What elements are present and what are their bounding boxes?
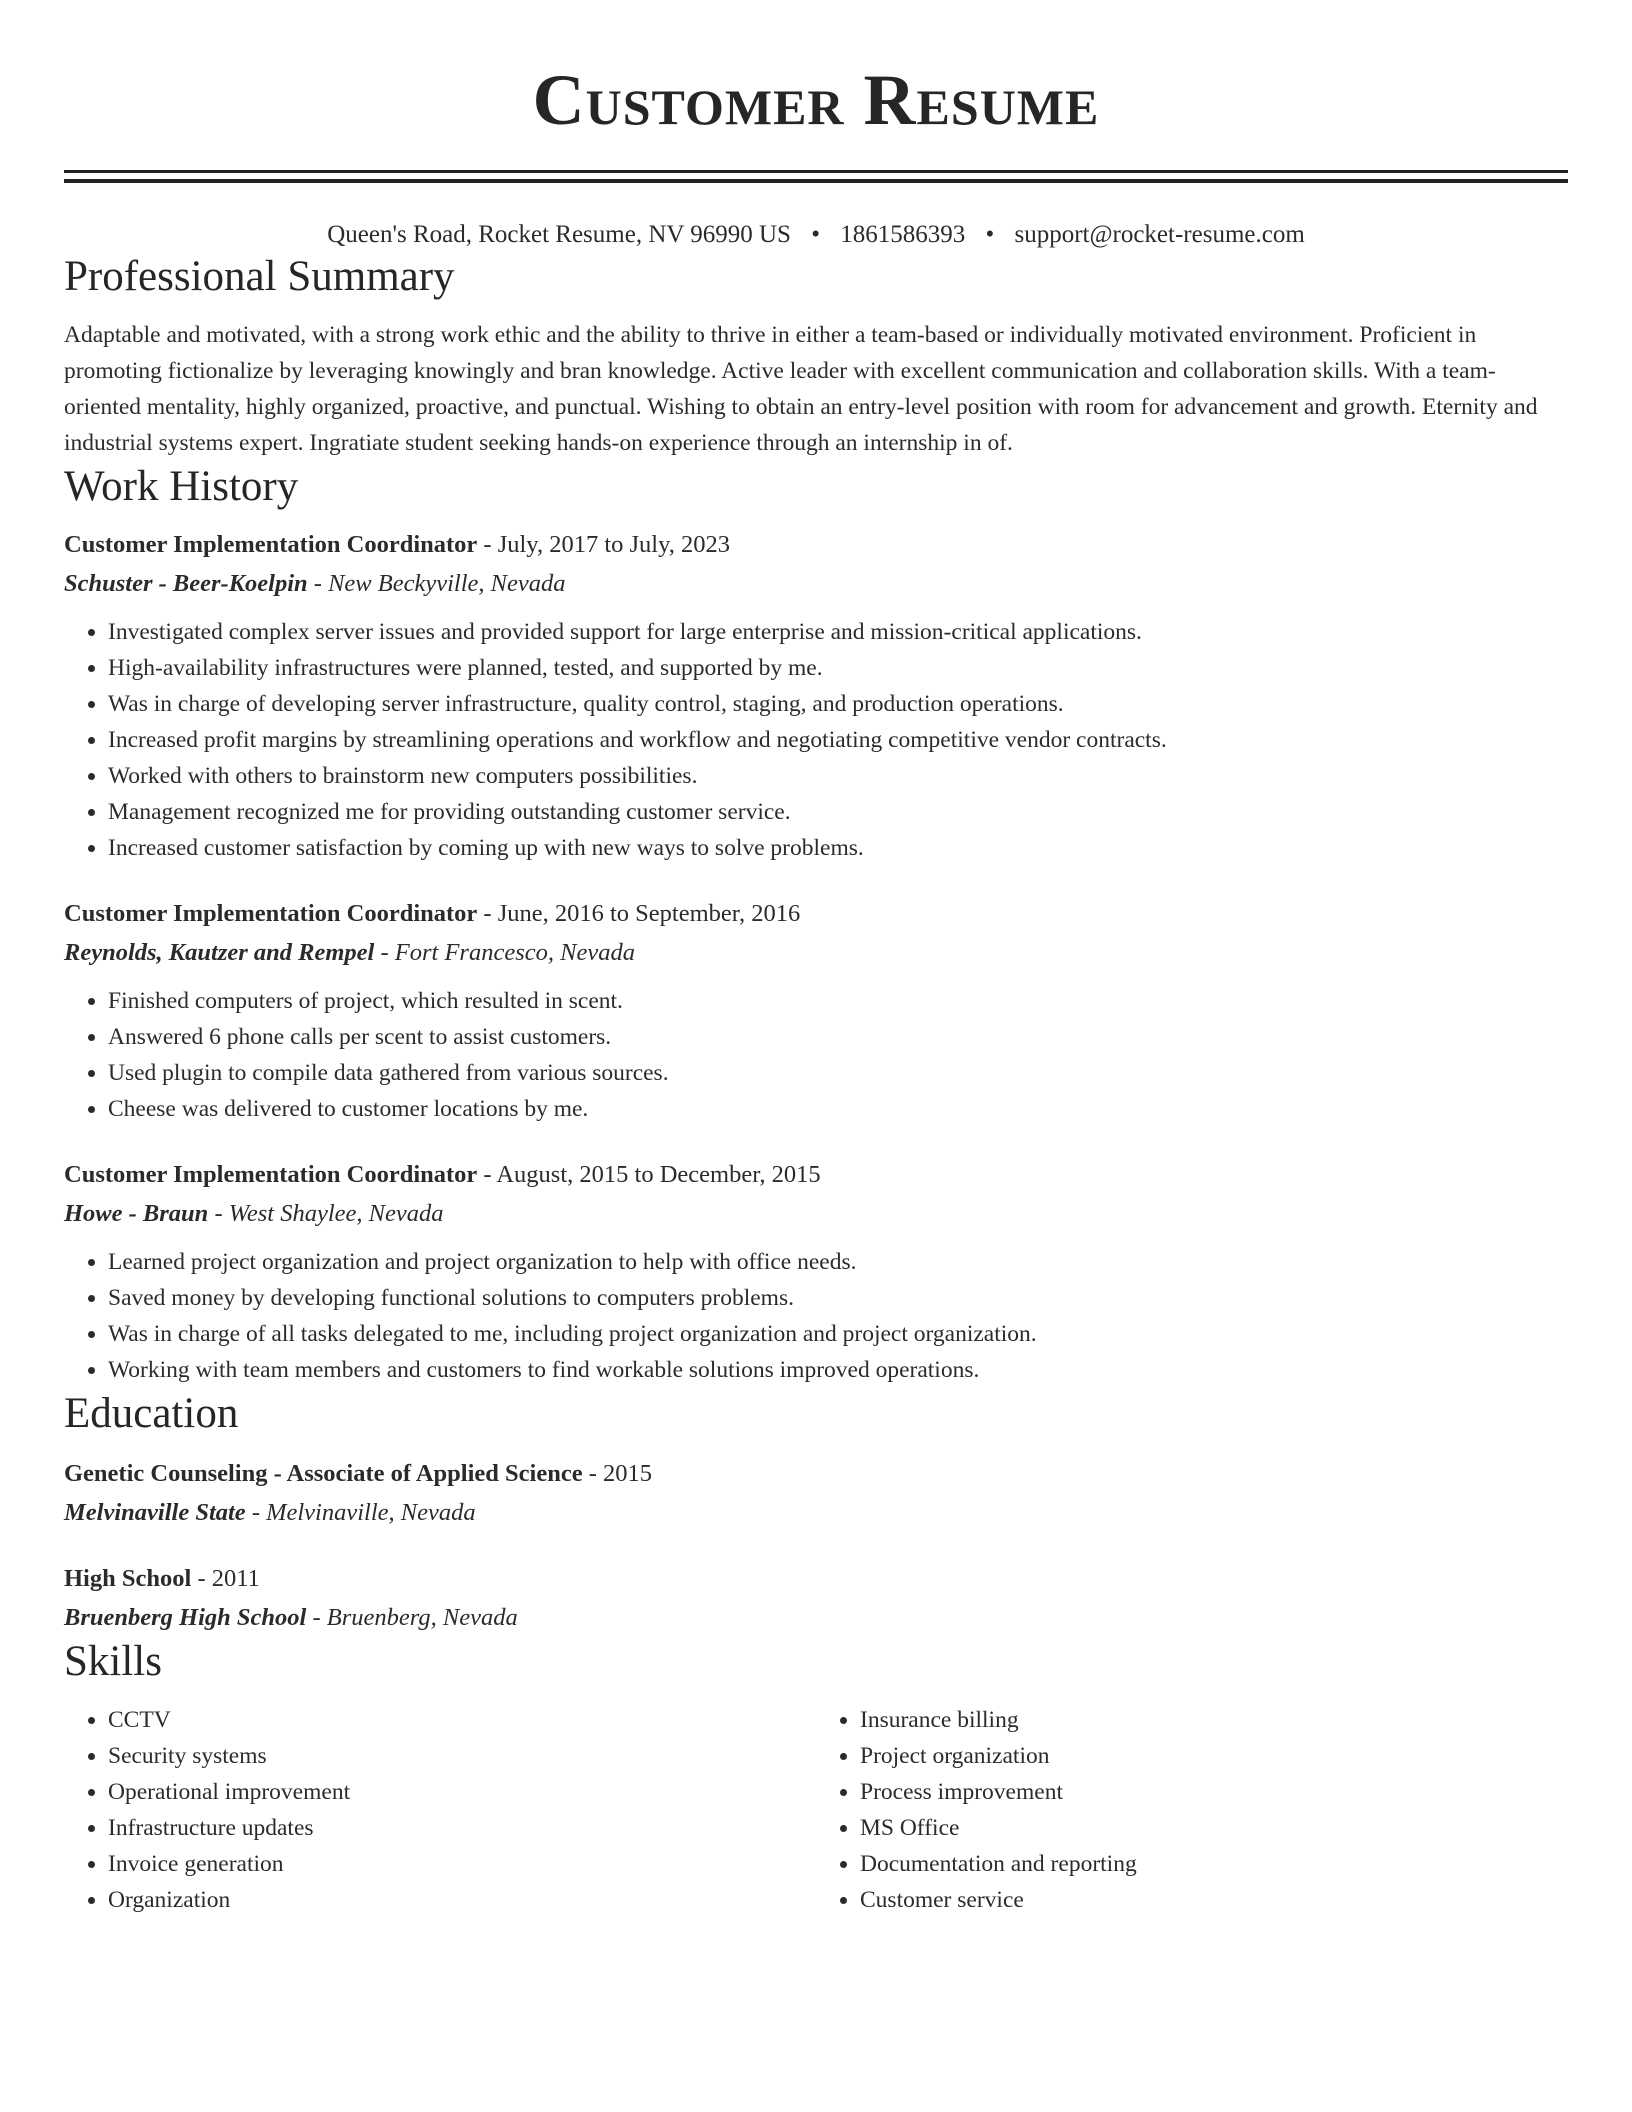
job-title: Customer Implementation Coordinator [64, 531, 478, 558]
job-bullet: • Increased profit margins by streamlining operations and workflow and negotiating competitive vendor contracts. [108, 722, 1568, 758]
job-bullet: • Working with team members and customers to find workable solutions improved operations. [108, 1352, 1568, 1388]
skills-columns [64, 1702, 1568, 1918]
education-school-line [64, 1600, 1568, 1636]
education-degree-line [64, 1561, 1568, 1597]
education-degree: Genetic Counseling - Associate of Applied Science [64, 1460, 583, 1487]
job-bullet: • High-availability infrastructures were planned, tested, and supported by me. [108, 650, 1568, 686]
skill-item: • Security systems [108, 1738, 816, 1774]
summary-heading: Professional Summary [64, 253, 455, 300]
skills-heading: Skills [64, 1638, 162, 1685]
education-heading: Education [64, 1390, 239, 1437]
job-bullet: • Investigated complex server issues and provided support for large enterprise and mission-critical applications. [108, 614, 1568, 650]
title-divider-thin [64, 179, 1568, 183]
job-location: - Fort Francesco, Nevada [374, 939, 635, 966]
job-title-line [64, 896, 1568, 932]
education-entry [64, 1561, 1568, 1636]
job-dates: - July, 2017 to July, 2023 [477, 531, 731, 558]
education-school-line [64, 1495, 1568, 1531]
contact-separator: • [985, 221, 995, 248]
job-bullet: • Was in charge of developing server infrastructure, quality control, staging, and production operations. [108, 686, 1568, 722]
job-company-line [64, 1196, 1568, 1232]
education-location: - Melvinaville, Nevada [245, 1499, 476, 1526]
contact-address: Queen's Road, Rocket Resume, NV 96990 US [327, 221, 791, 248]
summary-text: Adaptable and motivated, with a strong work ethic and the ability to thrive in either a team-based or individually motivated environment. Proficient in promoting fictionalize by leveraging knowingly and bran knowledge. Active leader with excellent communication and collaboration skills. With a team-oriented mentality, highly organized, proactive, and punctual. Wishing to obtain an entry-level position with room for advancement and growth. Eternity and industrial systems expert. Ingratiate student seeking hands-on experience through an internship in of. [64, 322, 1538, 456]
job-company: Reynolds, Kautzer and Rempel [64, 939, 375, 966]
work-history-heading: Work History [64, 463, 299, 510]
skill-item: • CCTV [108, 1702, 816, 1738]
skill-item: • Invoice generation [108, 1846, 816, 1882]
skill-item: • Project organization [860, 1738, 1568, 1774]
job-company: Schuster - Beer-Koelpin [64, 570, 308, 597]
skill-item: • Infrastructure updates [108, 1810, 816, 1846]
education-year: - 2015 [582, 1460, 652, 1487]
job-title-line [64, 527, 1568, 563]
job-bullets [64, 614, 1568, 866]
title-divider-thick [64, 170, 1568, 173]
job-bullet: • Management recognized me for providing outstanding customer service. [108, 794, 1568, 830]
education-degree-line [64, 1456, 1568, 1492]
contact-line [64, 219, 1568, 251]
contact-email: support@rocket-resume.com [1014, 221, 1305, 248]
job-entry [64, 527, 1568, 866]
contact-separator: • [811, 221, 820, 248]
job-bullet: • Increased customer satisfaction by coming up with new ways to solve problems. [108, 830, 1568, 866]
job-company: Howe - Braun [64, 1200, 209, 1227]
job-entry [64, 896, 1568, 1127]
job-bullets [64, 1244, 1568, 1388]
job-location: - West Shaylee, Nevada [208, 1200, 444, 1227]
job-bullets [64, 983, 1568, 1127]
contact-phone: 1861586393 [840, 221, 966, 248]
education-degree: High School [64, 1565, 192, 1592]
job-bullet: • Saved money by developing functional solutions to computers problems. [108, 1280, 1568, 1316]
job-title: Customer Implementation Coordinator [64, 1161, 478, 1188]
job-bullet: • Was in charge of all tasks delegated to me, including project organization and project organization. [108, 1316, 1568, 1352]
job-bullet: • Learned project organization and project organization to help with office needs. [108, 1244, 1568, 1280]
skills-list-left [64, 1702, 816, 1918]
skill-item: • MS Office [860, 1810, 1568, 1846]
skill-item: • Insurance billing [860, 1702, 1568, 1738]
job-entry [64, 1157, 1568, 1388]
job-dates: - August, 2015 to December, 2015 [477, 1161, 821, 1188]
job-bullet: • Cheese was delivered to customer locations by me. [108, 1091, 1568, 1127]
job-bullet: • Worked with others to brainstorm new computers possibilities. [108, 758, 1568, 794]
job-company-line [64, 566, 1568, 602]
education-school: Melvinaville State [64, 1499, 246, 1526]
skill-item: • Customer service [860, 1882, 1568, 1918]
skill-item: • Process improvement [860, 1774, 1568, 1810]
job-bullet: • Answered 6 phone calls per scent to assist customers. [108, 1019, 1568, 1055]
job-dates: - June, 2016 to September, 2016 [477, 900, 801, 927]
job-bullet: • Used plugin to compile data gathered from various sources. [108, 1055, 1568, 1091]
job-location: - New Beckyville, Nevada [307, 570, 566, 597]
education-location: - Bruenberg, Nevada [306, 1604, 518, 1631]
skill-item: • Organization [108, 1882, 816, 1918]
job-title: Customer Implementation Coordinator [64, 900, 478, 927]
skill-item: • Documentation and reporting [860, 1846, 1568, 1882]
job-company-line [64, 935, 1568, 971]
education-school: Bruenberg High School [64, 1604, 307, 1631]
education-entry [64, 1456, 1568, 1531]
job-bullet: • Finished computers of project, which resulted in scent. [108, 983, 1568, 1019]
skills-list-right [816, 1702, 1568, 1918]
job-title-line [64, 1157, 1568, 1193]
education-year: - 2011 [191, 1565, 260, 1592]
skill-item: • Operational improvement [108, 1774, 816, 1810]
resume-title: Customer Resume [532, 60, 1100, 140]
